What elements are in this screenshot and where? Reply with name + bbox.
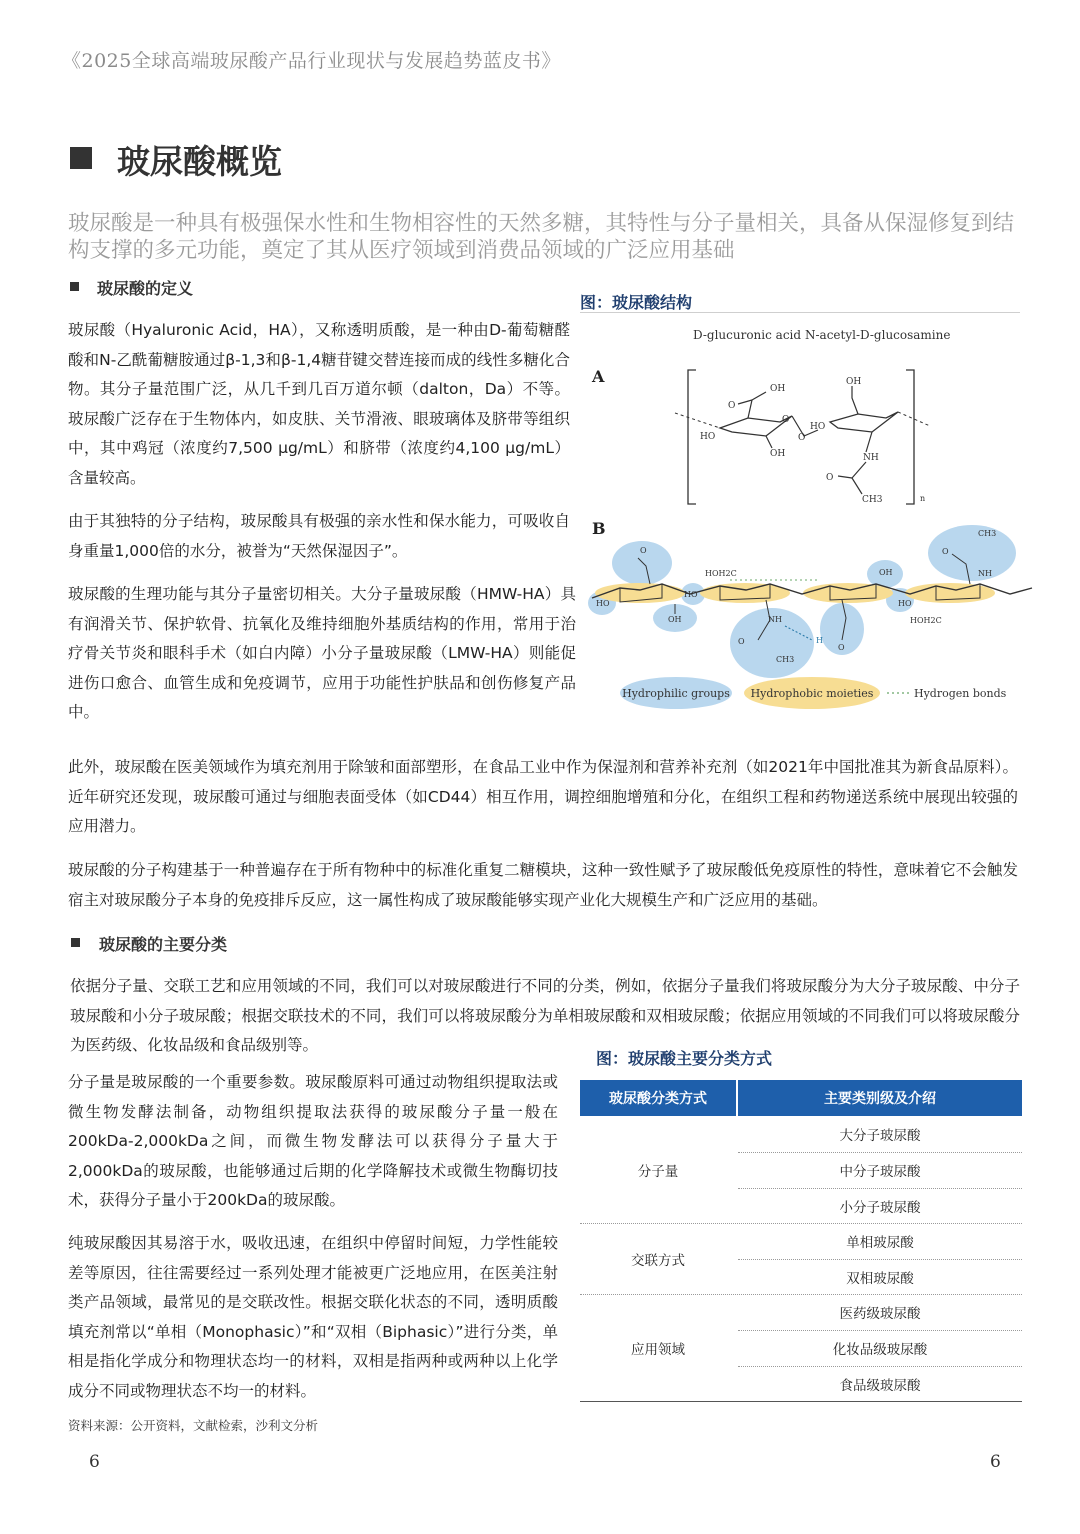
hyaluronic-acid-structure-diagram <box>580 318 1035 718</box>
svg-text:HO: HO <box>700 432 716 442</box>
page-number-left: 6 <box>89 1452 100 1472</box>
classification-table <box>580 1080 1022 1402</box>
table-cell: 大分子玻尿酸 <box>839 1128 921 1144</box>
svg-text:O: O <box>738 637 745 646</box>
svg-text:HOH2C: HOH2C <box>705 569 737 578</box>
figure-classification-caption: 图：玻尿酸主要分类方式 <box>596 1049 773 1068</box>
table-cell: 食品级玻尿酸 <box>839 1378 921 1394</box>
table-cell: 中分子玻尿酸 <box>839 1164 921 1180</box>
row-divider <box>738 1366 1022 1367</box>
svg-text:H: H <box>816 636 823 645</box>
definition-paragraph-3: 玻尿酸的生理功能与其分子量密切相关。大分子量玻尿酸（HMW-HA）具有润滑关节、保护软骨、抗氧化及维持细胞外基质结构的作用，常用于治疗骨关节炎和眼科手术（如白内障）小分子量玻尿酸（LMW-HA）则能促进伤口愈合、血管生成和免疫调节，应用于功能性护肤品和创伤修复产品中。 <box>68 585 576 721</box>
svg-text:O: O <box>782 415 790 425</box>
page-number-right: 6 <box>990 1452 1001 1472</box>
table-header-category: 玻尿酸分类方式 <box>580 1080 736 1116</box>
section-subtitle: 玻尿酸是一种具有极强保水性和生物相容性的天然多糖，其特性与分子量相关，具备从保湿修复到结构支撑的多元功能，奠定了其从医疗领域到消费品领域的广泛应用基础 <box>68 211 1015 263</box>
definition-paragraph-5: 玻尿酸的分子构建基于一种普遍存在于所有物种中的标准化重复二糖模块，这种一致性赋予了玻尿酸低免疫原性的特性，意味着它不会触发宿主对玻尿酸分子本身的免疫排斥反应，这一属性构成了玻尿酸能够实现产业化大规模生产和广泛应用的基础。 <box>68 861 1018 909</box>
svg-text:HO: HO <box>898 599 912 608</box>
report-title: 《2025全球高端玻尿酸产品行业现状与发展趋势蓝皮书》 <box>62 50 561 72</box>
svg-text:O: O <box>640 546 647 555</box>
svg-text:O: O <box>728 401 736 411</box>
classification-paragraph-1: 依据分子量、交联工艺和应用领域的不同，我们可以对玻尿酸进行不同的分类，例如，依据分子量我们将玻尿酸分为大分子玻尿酸、中分子玻尿酸和小分子玻尿酸；根据交联技术的不同，我们可以将玻尿酸分为单相玻尿酸和双相玻尿酸；依据应用领域的不同我们可以将玻尿酸分为医药级、化妆品级和食品级别等。 <box>70 977 1020 1054</box>
definition-paragraph-1: 玻尿酸（Hyaluronic Acid，HA），又称透明质酸，是一种由D-葡萄糖醛酸和N-乙酰葡糖胺通过β-1,3和β-1,4糖苷键交替连接而成的线性多糖化合物。其分子量范围广泛，从几千到几百万道尔顿（dalton，Da）不等。玻尿酸广泛存在于生物体内，如皮肤、关节滑液、眼玻璃体及脐带等组织中，其中鸡冠（浓度约7,500 μg/mL）和脐带（浓度约4,100 μg/mL）含量较高。 <box>68 321 570 487</box>
table-bottom-rule <box>580 1401 1022 1402</box>
svg-text:CH3: CH3 <box>978 529 997 538</box>
row-divider <box>738 1188 1022 1189</box>
table-header-types: 主要类别级及介绍 <box>738 1080 1022 1116</box>
svg-text:O: O <box>838 643 845 652</box>
classification-paragraph-3: 纯玻尿酸因其易溶于水，吸收迅速，在组织中停留时间短，力学性能较差等原因，往往需要经过一系列处理才能被更广泛地应用，在医美注射类产品领域，最常见的是交联改性。根据交联化状态的不同，透明质酸填充剂常以“单相（Monophasic）”和“双相（Biphasic）”进行分类，单相是指化学成分和物理状态均一的材料，双相是指两种或两种以上化学成分不同或物理状态不均一的材料。 <box>68 1234 558 1400</box>
table-cell: 化妆品级玻尿酸 <box>832 1342 928 1358</box>
table-group-name: 应用领域 <box>631 1341 685 1358</box>
square-bullet-icon <box>71 938 80 947</box>
svg-text:O: O <box>798 433 806 443</box>
source-note: 资料来源：公开资料，文献检索，沙利文分析 <box>68 1418 319 1433</box>
table-cell: 小分子玻尿酸 <box>839 1200 921 1216</box>
caption-divider <box>580 312 1020 313</box>
svg-text:HO: HO <box>810 422 826 432</box>
panel-a-label: A <box>592 367 605 386</box>
figure-structure-caption: 图：玻尿酸结构 <box>580 293 693 312</box>
table-cell: 单相玻尿酸 <box>846 1235 914 1251</box>
acetylglucosamine-label: N-acetyl-D-glucosamine <box>805 328 951 342</box>
svg-text:OH: OH <box>846 377 862 387</box>
svg-text:OH: OH <box>668 615 682 624</box>
panel-b-label: B <box>592 519 606 538</box>
svg-text:O: O <box>942 547 949 556</box>
section-square-icon <box>70 147 92 169</box>
classification-heading: 玻尿酸的主要分类 <box>99 935 228 954</box>
legend-hbond: Hydrogen bonds <box>914 687 1007 700</box>
svg-text:CH3: CH3 <box>776 655 795 664</box>
definition-paragraph-4: 此外，玻尿酸在医美领域作为填充剂用于除皱和面部塑形，在食品工业中作为保湿剂和营养补充剂（如2021年中国批准其为新食品原料）。近年研究还发现，玻尿酸可通过与细胞表面受体（如CD44）相互作用，调控细胞增殖和分化，在组织工程和药物递送系统中展现出较强的应用潜力。 <box>68 758 1018 835</box>
svg-text:O: O <box>826 473 834 483</box>
square-bullet-icon <box>70 282 79 291</box>
legend-hydrophobic: Hydrophobic moieties <box>750 687 874 700</box>
classification-paragraph-2: 分子量是玻尿酸的一个重要参数。玻尿酸原料可通过动物组织提取法或微生物发酵法制备，动物组织提取法获得的玻尿酸分子量一般在200kDa-2,000kDa之间，而微生物发酵法可以获得分子量大于2,000kDa的玻尿酸，也能够通过后期的化学降解技术或微生物酶切技术，获得分子量小于200kDa的玻尿酸。 <box>68 1073 558 1209</box>
svg-text:NH: NH <box>863 453 879 463</box>
svg-text:OH: OH <box>879 568 893 577</box>
svg-text:NH: NH <box>978 569 992 578</box>
table-cell: 医药级玻尿酸 <box>839 1306 921 1322</box>
svg-text:HO: HO <box>596 599 610 608</box>
glucuronic-acid-label: D-glucuronic acid <box>693 328 802 342</box>
table-group-name: 分子量 <box>637 1163 679 1180</box>
svg-text:OH: OH <box>770 384 786 394</box>
svg-text:CH3: CH3 <box>862 495 883 505</box>
definition-heading: 玻尿酸的定义 <box>97 279 194 298</box>
row-divider <box>738 1152 1022 1153</box>
legend-hydrophilic: Hydrophilic groups <box>622 687 730 700</box>
definition-paragraph-2: 由于其独特的分子结构，玻尿酸具有极强的亲水性和保水能力，可吸收自身重量1,000倍的水分，被誉为“天然保湿因子”。 <box>68 512 570 560</box>
table-cell: 双相玻尿酸 <box>846 1271 914 1287</box>
svg-text:OH: OH <box>770 449 786 459</box>
svg-text:HO: HO <box>684 590 698 599</box>
n-subscript: n <box>920 494 926 503</box>
svg-text:NH: NH <box>768 615 782 624</box>
row-divider <box>738 1259 1022 1260</box>
svg-text:HOH2C: HOH2C <box>910 616 942 625</box>
table-group-name: 交联方式 <box>631 1253 685 1269</box>
row-divider <box>738 1330 1022 1331</box>
section-title: 玻尿酸概览 <box>117 142 282 181</box>
